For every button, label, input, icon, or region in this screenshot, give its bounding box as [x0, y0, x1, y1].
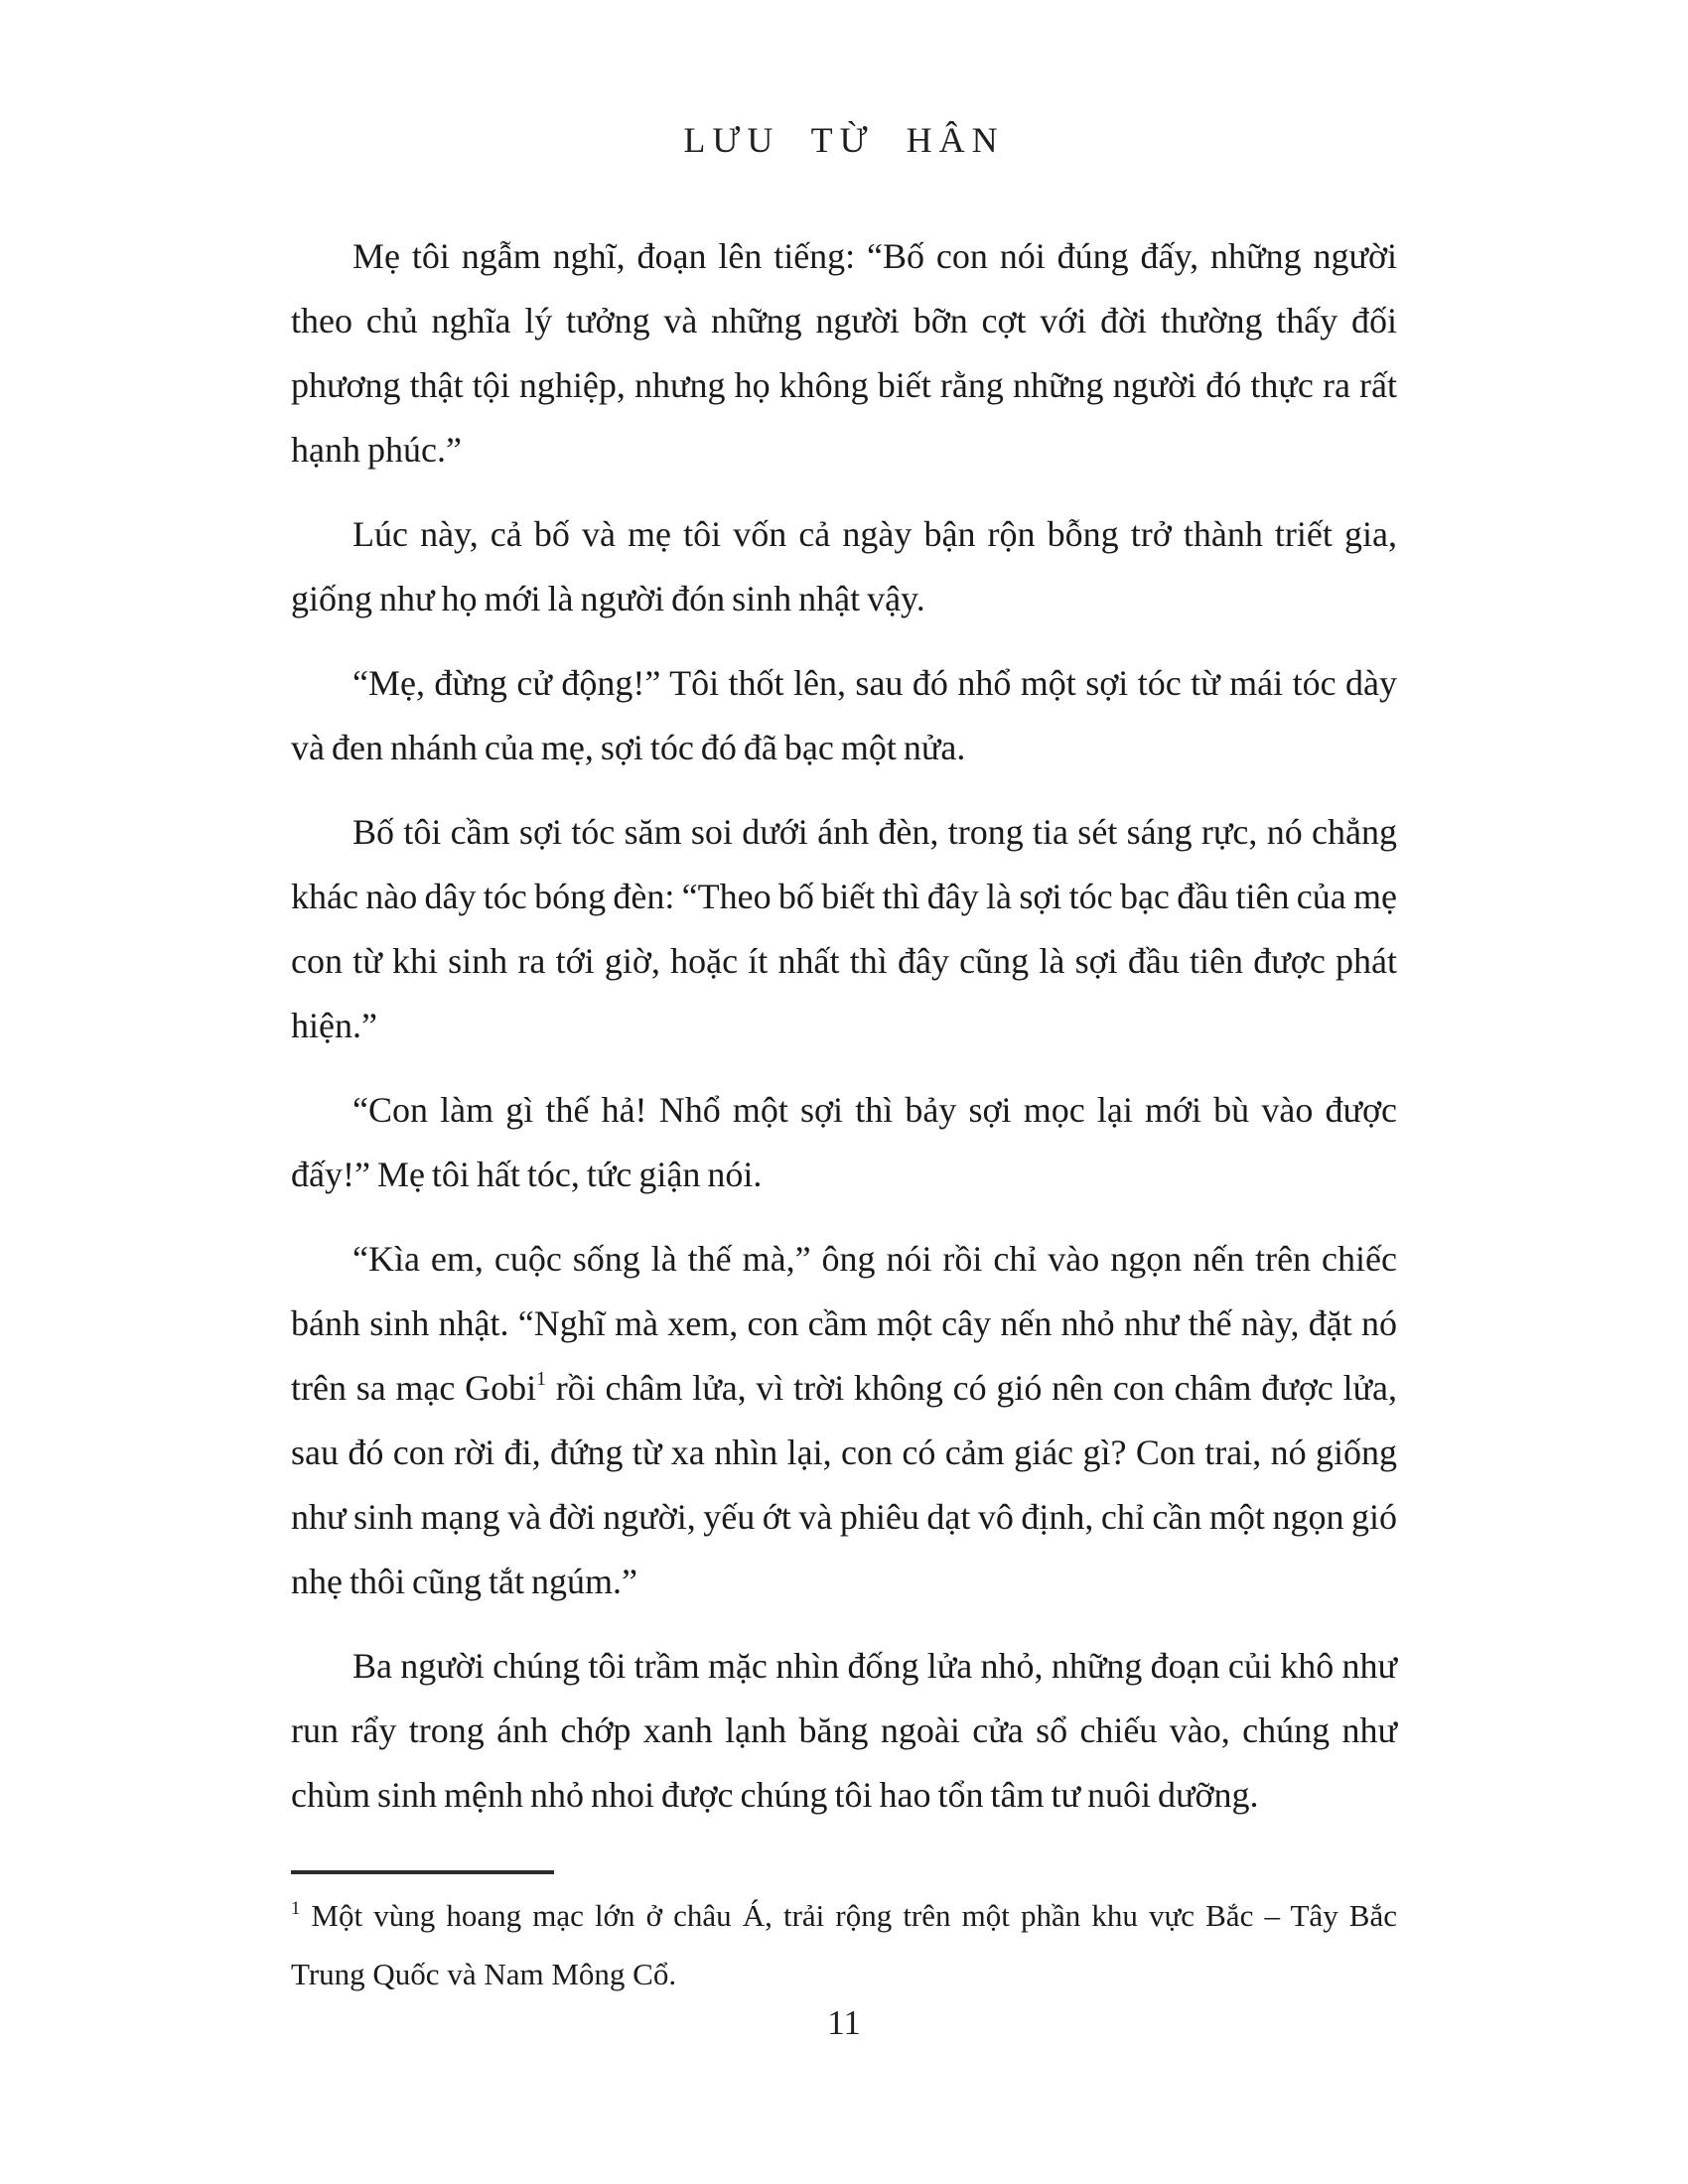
paragraph-text: “Con làm gì thế hả! Nhổ một sợi thì bảy sợi mọc lại mới bù vào được đấy!” Mẹ tôi hất tóc, tức giận nói.	[291, 1090, 1397, 1194]
footnote-text	[291, 1886, 1397, 2003]
footnote-body: Một vùng hoang mạc lớn ở châu Á, trải rộng trên một phần khu vực Bắc – Tây Bắc Trung Quốc và Nam Mông Cổ.	[291, 1898, 1397, 1991]
running-header-author: LƯU TỪ HÂN	[683, 120, 1005, 160]
paragraph-text: “Mẹ, đừng cử động!” Tôi thốt lên, sau đó nhổ một sợi tóc từ mái tóc dày và đen nhánh của mẹ, sợi tóc đó đã bạc một nửa.	[291, 663, 1397, 767]
footnote-marker: 1	[291, 1898, 301, 1919]
paragraph-text: Ba người chúng tôi trầm mặc nhìn đống lửa nhỏ, những đoạn củi khô như run rẩy trong ánh chớp xanh lạnh băng ngoài cửa sổ chiếu vào, chúng như chùm sinh mệnh nhỏ nhoi được chúng tôi hao tổn tâm tư nuôi dưỡng.	[291, 1646, 1397, 1815]
paragraph	[291, 1634, 1397, 1828]
paragraph	[291, 1227, 1397, 1614]
paragraph-text: Bố tôi cầm sợi tóc săm soi dưới ánh đèn, trong tia sét sáng rực, nó chẳng khác nào dây tóc bóng đèn: “Theo bố biết thì đây là sợi tóc bạc đầu tiên của mẹ con từ khi sinh ra tới giờ, hoặc ít nhất thì đây cũng là sợi đầu tiên được phát hiện.”	[291, 812, 1397, 1045]
paragraph	[291, 502, 1397, 631]
paragraph	[291, 1078, 1397, 1207]
paragraph-text: “Kìa em, cuộc sống là thế mà,” ông nói rồi chỉ vào ngọn nến trên chiếc bánh sinh nhật. “Nghĩ mà xem, con cầm một cây nến nhỏ như thế này, đặt nó trên sa mạc Gobi	[291, 1239, 1397, 1408]
paragraph-text: rồi châm lửa, vì trời không có gió nên con châm được lửa, sau đó con rời đi, đứng từ xa nhìn lại, con có cảm giác gì? Con trai, nó giống như sinh mạng và đời người, yếu ớt và phiêu dạt vô định, chỉ cần một ngọn gió nhẹ thôi cũng tắt ngúm.”	[291, 1368, 1398, 1601]
page-number: 11	[827, 2003, 861, 2042]
paragraph-text: Mẹ tôi ngẫm nghĩ, đoạn lên tiếng: “Bố con nói đúng đấy, những người theo chủ nghĩa lý tưởng và những người bỡn cợt với đời thường thấy đối phương thật tội nghiệp, nhưng họ không biết rằng những người đó thực ra rất hạnh phúc.”	[291, 236, 1397, 470]
page-body-text	[291, 224, 1397, 1828]
paragraph	[291, 224, 1397, 482]
paragraph	[291, 800, 1397, 1058]
footnote-divider	[291, 1870, 554, 1874]
footnote	[291, 1870, 1397, 2003]
paragraph	[291, 651, 1397, 780]
paragraph-text: Lúc này, cả bố và mẹ tôi vốn cả ngày bận rộn bỗng trở thành triết gia, giống như họ mới là người đón sinh nhật vậy.	[291, 514, 1397, 618]
footnote-reference-marker: 1	[536, 1368, 547, 1390]
